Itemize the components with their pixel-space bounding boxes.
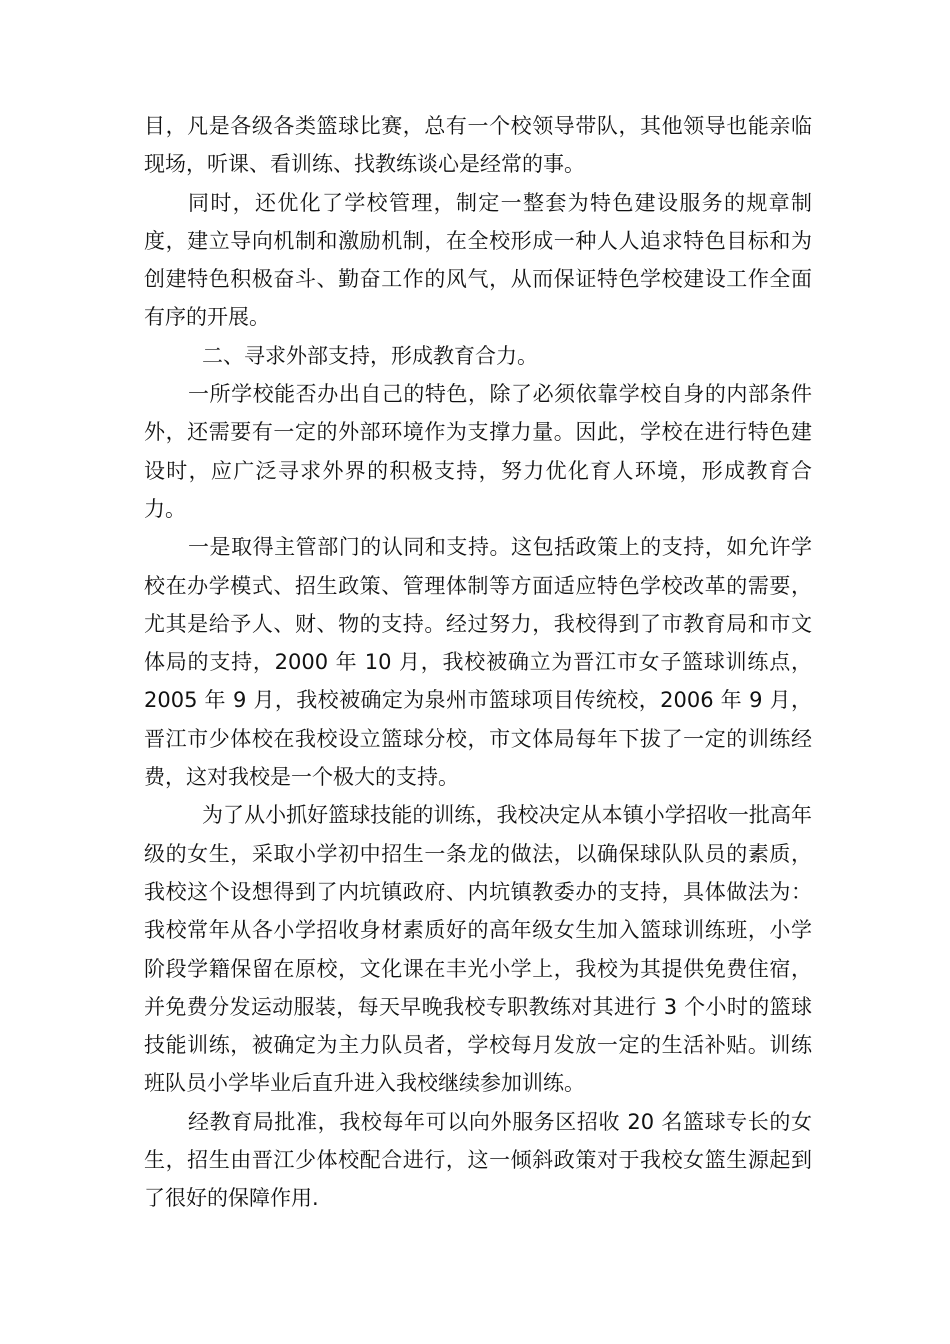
- section-heading: 二、寻求外部支持，形成教育合力。: [202, 343, 538, 368]
- paragraph-1: 目，凡是各级各类篮球比赛，总有一个校领导带队，其他领导也能亲临现场，听课、看训练、找教练谈心是经常的事。: [144, 114, 812, 177]
- document-body: [144, 107, 812, 1218]
- paragraph-4: 一是取得主管部门的认同和支持。这包括政策上的支持，如允许学校在办学模式、招生政策、管理体制等方面适应特色学校改革的需要，尤其是给予人、财、物的支持。经过努力，我校得到了市教育局和市文体局的支持，2000 年 10 月，我校被确立为晋江市女子篮球训练点，2005 年 9 月，我校被确定为泉州市篮球项目传统校，2006 年 9 月，晋江市少体校在我校设立篮球分校，市文体局每年下拔了一定的训练经费，这对我校是一个极大的支持。: [144, 535, 812, 790]
- paragraph-3: 一所学校能否办出自己的特色，除了必须依靠学校自身的内部条件外，还需要有一定的外部环境作为支撑力量。因此，学校在进行特色建设时，应广泛寻求外界的积极支持，努力优化育人环境，形成教育合力。: [144, 382, 812, 521]
- paragraph-2: 同时，还优化了学校管理，制定一整套为特色建设服务的规章制度，建立导向机制和激励机制，在全校形成一种人人追求特色目标和为创建特色积极奋斗、勤奋工作的风气，从而保证特色学校建设工作全面有序的开展。: [144, 190, 812, 330]
- paragraph-6: 经教育局批准，我校每年可以向外服务区招收 20 名篮球专长的女生，招生由晋江少体校配合进行，这一倾斜政策对于我校女篮生源起到了很好的保障作用.: [144, 1109, 812, 1211]
- paragraph-5: 为了从小抓好篮球技能的训练，我校决定从本镇小学招收一批高年级的女生，采取小学初中招生一条龙的做法，以确保球队队员的素质，我校这个设想得到了内坑镇政府、内坑镇教委办的支持，具体做法为：我校常年从各小学招收身材素质好的高年级女生加入篮球训练班，小学阶段学籍保留在原校，文化课在丰光小学上，我校为其提供免费住宿，并免费分发运动服装，每天早晚我校专职教练对其进行 3 个小时的篮球技能训练，被确定为主力队员者，学校每月发放一定的生活补贴。训练班队员小学毕业后直升进入我校继续参加训练。: [144, 803, 812, 1096]
